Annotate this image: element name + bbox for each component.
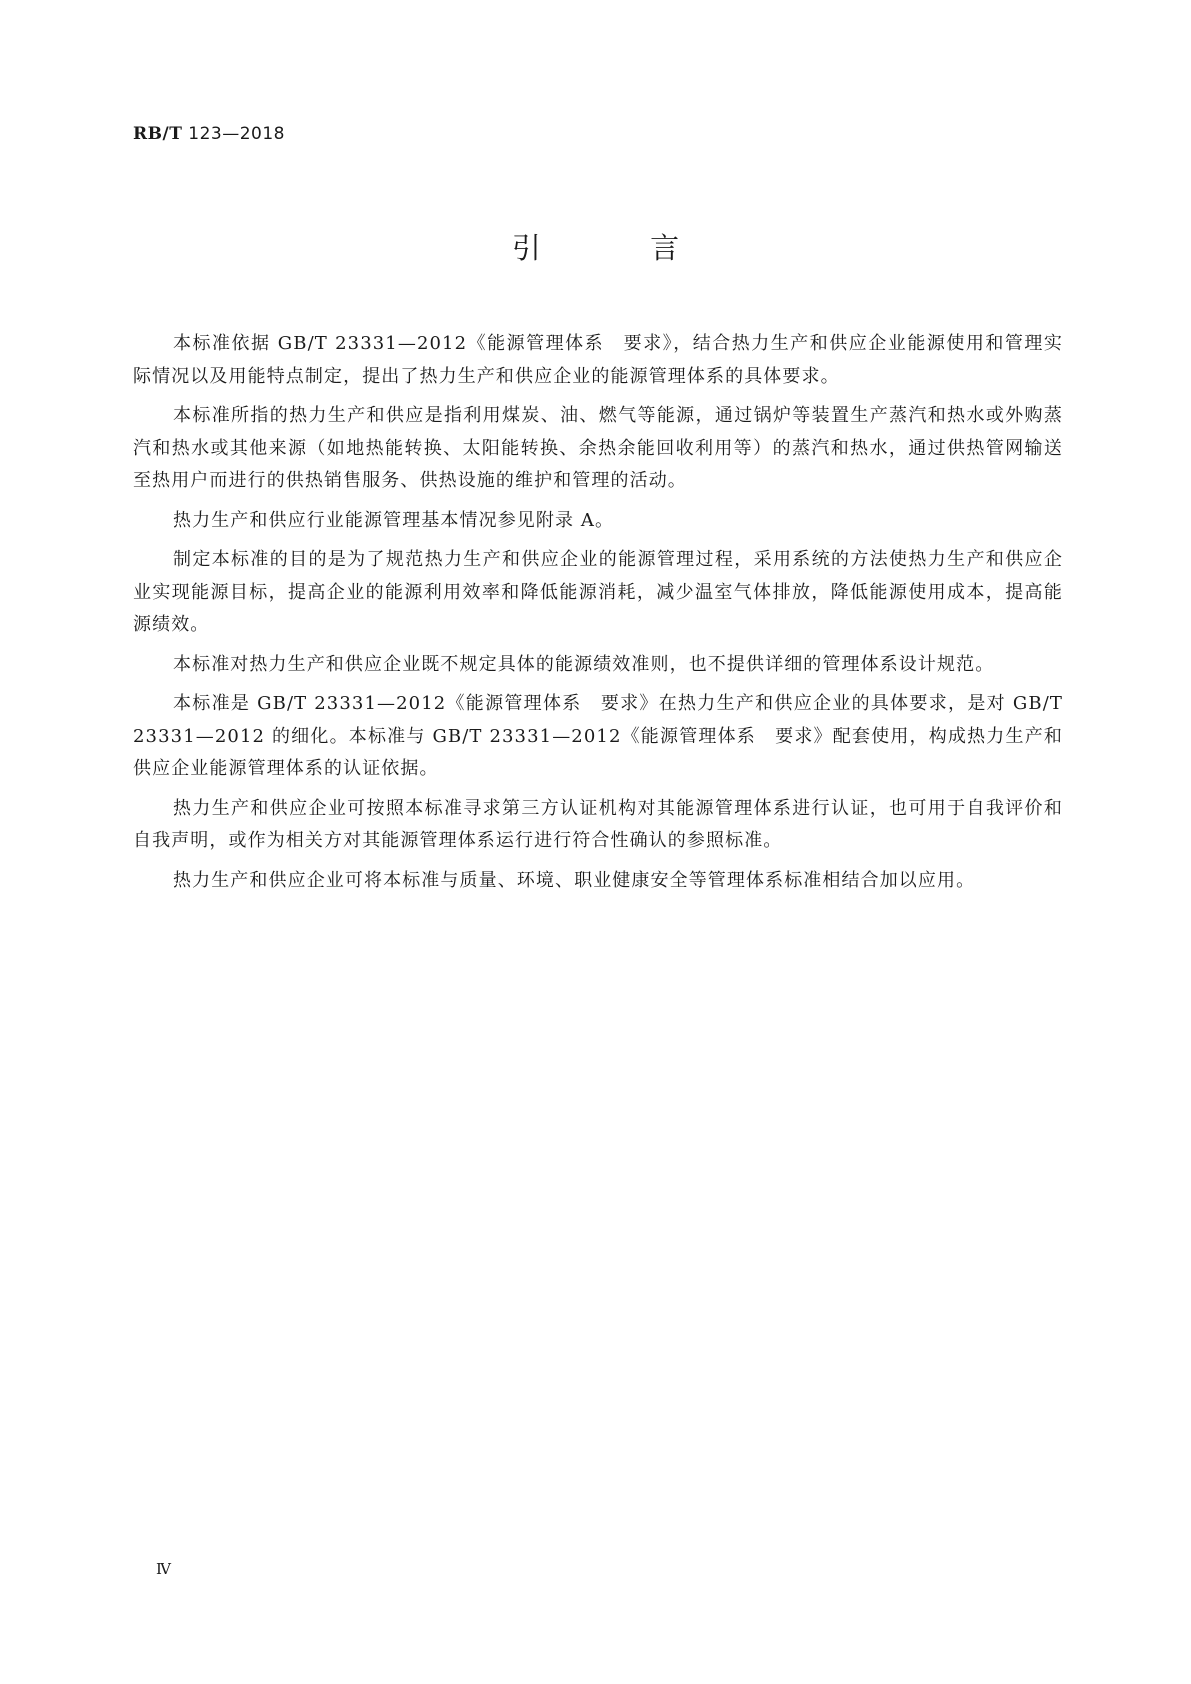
introduction-body	[133, 328, 1063, 904]
paragraph: 热力生产和供应行业能源管理基本情况参见附录 A。	[173, 509, 615, 531]
paragraph: 本标准所指的热力生产和供应是指利用煤炭、油、燃气等能源，通过锅炉等装置生产蒸汽和热水或外购蒸汽和热水或其他来源（如地热能转换、太阳能转换、余热余能回收利用等）的蒸汽和热水，通过供热管网输送至热用户而进行的供热销售服务、供热设施的维护和管理的活动。	[133, 405, 1063, 491]
standard-number: 123—2018	[188, 124, 285, 144]
page-title: 引 言	[511, 231, 730, 265]
paragraph: 本标准对热力生产和供应企业既不规定具体的能源绩效准则，也不提供详细的管理体系设计规范。	[173, 653, 995, 675]
page-number: Ⅳ	[156, 1560, 171, 1578]
standard-code	[133, 124, 285, 144]
paragraph: 热力生产和供应企业可按照本标准寻求第三方认证机构对其能源管理体系进行认证，也可用于自我评价和自我声明，或作为相关方对其能源管理体系运行进行符合性确认的参照标准。	[133, 797, 1063, 851]
paragraph: 本标准是 GB/T 23331—2012《能源管理体系 要求》在热力生产和供应企业的具体要求，是对 GB/T 23331—2012 的细化。本标准与 GB/T 23331—2012《能源管理体系 要求》配套使用，构成热力生产和供应企业能源管理体系的认证依据。	[133, 693, 1063, 779]
paragraph: 制定本标准的目的是为了规范热力生产和供应企业的能源管理过程，采用系统的方法使热力生产和供应企业实现能源目标，提高企业的能源利用效率和降低能源消耗，减少温室气体排放，降低能源使用成本，提高能源绩效。	[133, 549, 1063, 635]
paragraph: 本标准依据 GB/T 23331—2012《能源管理体系 要求》，结合热力生产和供应企业能源使用和管理实际情况以及用能特点制定，提出了热力生产和供应企业的能源管理体系的具体要求。	[133, 333, 1063, 387]
paragraph: 热力生产和供应企业可将本标准与质量、环境、职业健康安全等管理体系标准相结合加以应用。	[173, 869, 976, 891]
standard-prefix: RB/T	[133, 124, 183, 144]
